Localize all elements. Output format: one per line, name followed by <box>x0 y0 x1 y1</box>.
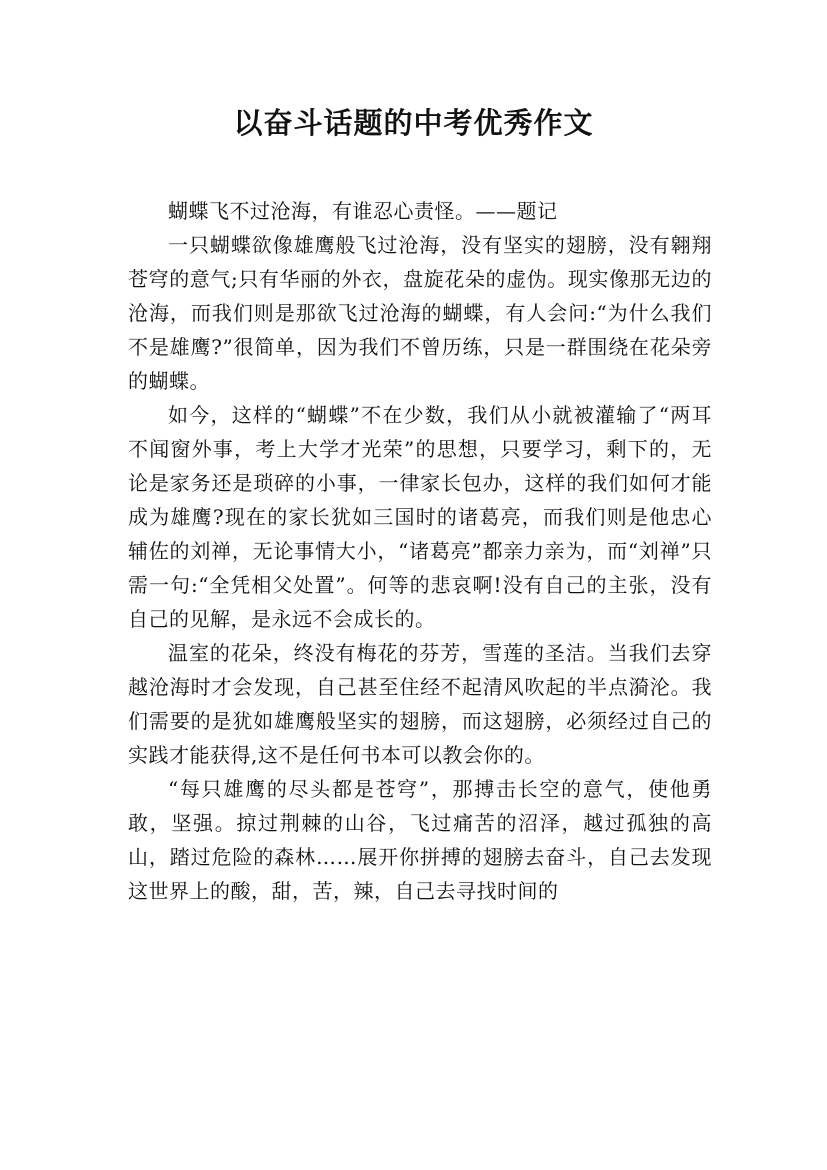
paragraph-today: 如今，这样的“蝴蝶”不在少数，我们从小就被灌输了“两耳不闻窗外事，考上大学才光荣”的思想，只要学习，剩下的，无论是家务还是琐碎的小事，一律家长包办，这样的我们如何才能成为雄鹰?现在的家长犹如三国时的诸葛亮，而我们则是他忠心辅佐的刘禅，无论事情大小，“诸葛亮”都亲力亲为，而“刘禅”只需一句:“全凭相父处置”。何等的悲哀啊!没有自己的主张，没有自己的见解，是永远不会成长的。 <box>128 403 712 631</box>
paragraph-butterfly: 一只蝴蝶欲像雄鹰般飞过沧海，没有坚实的翅膀，没有翱翔苍穹的意气;只有华丽的外衣，盘旋花朵的虚伪。现实像那无边的沧海，而我们则是那欲飞过沧海的蝴蝶，有人会问:“为什么我们不是雄鹰?”很简单，因为我们不曾历练，只是一群围绕在花朵旁的蝴蝶。 <box>128 233 712 393</box>
document-body <box>128 194 712 908</box>
paragraph-greenhouse: 温室的花朵，终没有梅花的芬芳，雪莲的圣洁。当我们去穿越沧海时才会发现，自己甚至住经不起清风吹起的半点漪沦。我们需要的是犹如雄鹰般坚实的翅膀，而这翅膀，必须经过自己的实践才能获得,这不是任何书本可以教会你的。 <box>128 641 712 767</box>
paragraph-epigraph: 蝴蝶飞不过沧海，有谁忍心责怪。——题记 <box>168 199 558 223</box>
document-title: 以奋斗话题的中考优秀作文 <box>233 106 594 140</box>
paragraph-eagle: “每只雄鹰的尽头都是苍穹”，那搏击长空的意气，使他勇敢，坚强。掠过荆棘的山谷，飞过痛苦的沼泽，越过孤独的高山，踏过危险的森林……展开你拼搏的翅膀去奋斗，自己去发现这世界上的酸，甜，苦，辣，自己去寻找时间的 <box>128 777 712 903</box>
